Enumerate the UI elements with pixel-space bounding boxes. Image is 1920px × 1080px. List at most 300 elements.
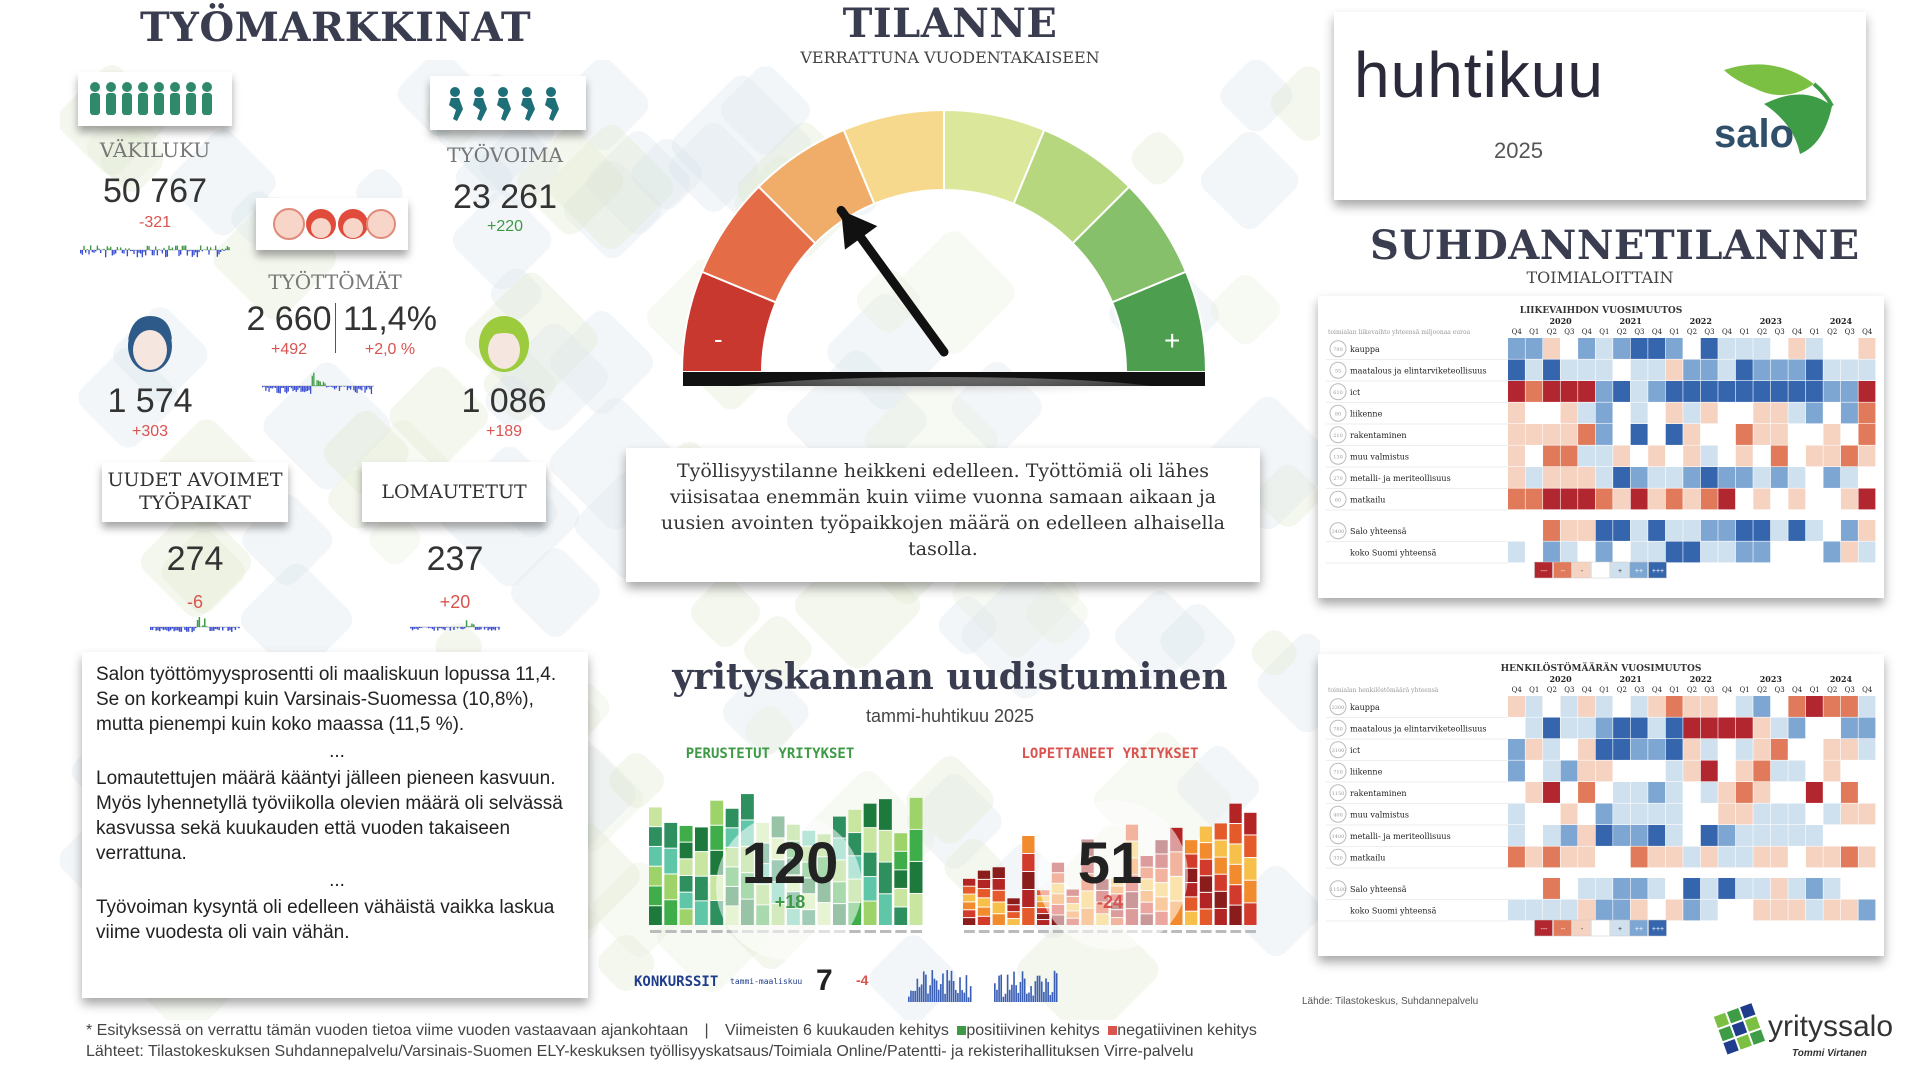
heatmap-cell: [1788, 467, 1805, 488]
heatmap-row-badge-value: 11500: [1330, 886, 1346, 893]
heatmap-cell: [1823, 696, 1840, 717]
heatmap-cell: [1841, 446, 1858, 467]
heatmap-cell: [1736, 489, 1753, 510]
sparkline-bar: [336, 386, 337, 388]
sparkline-bar: [294, 386, 295, 390]
sparkline-bar: [316, 380, 317, 386]
heatmap-cell: [1508, 381, 1525, 402]
sparkline-bar: [469, 626, 471, 627]
sparkline-bar: [170, 249, 171, 250]
heatmap-cell: [1806, 782, 1823, 803]
heatmap-cell: [1701, 446, 1718, 467]
sparkline-bar: [177, 627, 179, 630]
sparkline-bar: [286, 386, 287, 393]
summary-separator: ...: [329, 741, 345, 762]
chart-bar: [1017, 993, 1019, 1002]
heatmap-cell: [1841, 489, 1858, 510]
chart-tick-label: [711, 930, 722, 933]
chart-bar: [934, 979, 936, 1002]
sparkline-bar: [460, 627, 462, 629]
heatmap-row-label: ict: [1350, 387, 1361, 397]
heatmap-cell: [1753, 718, 1770, 739]
sparkline-bar: [441, 627, 443, 628]
sparkline-bar: [193, 627, 195, 631]
heatmap-cell: [1806, 878, 1823, 899]
heatmap-year-label: 2022: [1689, 674, 1712, 684]
heatmap-legend-label: ++: [1634, 926, 1644, 933]
heatmap-cell: [1683, 718, 1700, 739]
heatmap-cell: [1631, 403, 1648, 424]
heatmap-cell: [1578, 878, 1595, 899]
chart-bar-segment: [963, 879, 975, 886]
sparkline-bar: [444, 627, 446, 630]
heatmap-cell: [1858, 761, 1875, 782]
heatmap-cell: [1666, 520, 1683, 541]
sparkline-bar: [120, 247, 121, 250]
heatmap-row-label: matkailu: [1350, 495, 1386, 505]
heatmap-cell: [1788, 542, 1805, 563]
sparkline-bar: [208, 250, 209, 255]
chart-bar-segment: [1215, 841, 1227, 857]
heatmap-cell: [1578, 542, 1595, 563]
heatmap-quarter-label: Q1: [1809, 686, 1820, 694]
heatmap-row-label: rakentaminen: [1350, 430, 1407, 440]
unemployed-change: +492: [270, 341, 308, 358]
sparkline-bar: [154, 627, 156, 628]
chart-bar-segment: [1200, 909, 1212, 925]
sparkline-bar: [150, 250, 151, 251]
heatmap-row-label: muu valmistus: [1350, 810, 1410, 820]
heatmap-cell: [1771, 403, 1788, 424]
heatmap-cell: [1631, 782, 1648, 803]
sparkline-bar: [209, 627, 211, 631]
heatmap-cell: [1613, 467, 1630, 488]
sparkline-bar: [292, 386, 293, 391]
heatmap-cell: [1753, 847, 1770, 868]
heatmap-cell: [1526, 338, 1543, 359]
chart-bar: [1032, 996, 1034, 1002]
population-value: 50 767: [103, 172, 207, 210]
sparkline-bar: [366, 386, 367, 390]
sparkline-bar: [464, 627, 466, 628]
chart-bar-segment: [1244, 858, 1256, 880]
sparkline-bar: [168, 246, 169, 250]
chart-bar: [929, 985, 931, 1002]
sparkline-bar: [177, 246, 178, 250]
bankruptcies-chart-1: [908, 966, 972, 1002]
sparkline-bar: [276, 386, 277, 393]
heatmap-quarter-label: Q1: [1599, 328, 1610, 336]
sparkline-bar: [457, 627, 459, 628]
heatmap-cell: [1736, 542, 1753, 563]
sparkline-bar: [187, 250, 188, 256]
heatmap-cell: [1666, 381, 1683, 402]
heatmap-cell: [1666, 782, 1683, 803]
sparkline-bar: [289, 386, 290, 387]
heatmap-cell: [1631, 900, 1648, 921]
heatmap-cell: [1718, 381, 1735, 402]
sparkline-bar: [344, 386, 345, 387]
heatmap-title: HENKILÖSTÖMÄÄRÄN VUOSIMUUTOS: [1500, 664, 1702, 674]
laid-off-trend-sparkline: [410, 614, 500, 640]
heatmap-cell: [1596, 489, 1613, 510]
heatmap-cell: [1788, 403, 1805, 424]
unemployment-rate-change: +2,0 %: [364, 341, 416, 358]
heatmap-cell: [1666, 696, 1683, 717]
sparkline-bar: [90, 245, 91, 250]
heatmap-year-label: 2021: [1619, 674, 1642, 684]
heatmap-cell: [1806, 761, 1823, 782]
period-year: 2025: [1494, 138, 1543, 163]
heatmap-cell: [1561, 825, 1578, 846]
chart-bar-segment: [993, 879, 1005, 890]
sparkline-bar: [296, 386, 297, 392]
heatmap-row-badge-value: 60: [1334, 497, 1342, 504]
heatmap-cell: [1631, 847, 1648, 868]
chart-bar: [1028, 993, 1030, 1002]
heatmap-cell: [1771, 782, 1788, 803]
heatmap-cell: [1823, 424, 1840, 445]
sparkline-bar: [172, 247, 173, 250]
sparkline-bar: [435, 627, 437, 628]
sparkline-bar: [197, 620, 199, 627]
heatmap-cell: [1543, 489, 1560, 510]
sparkline-bar: [340, 386, 341, 387]
heatmap-legend-label: +++: [1651, 926, 1665, 933]
heatmap-year-label: 2024: [1829, 316, 1853, 326]
heatmap-cell: [1858, 878, 1875, 899]
chart-tick-label: [1245, 930, 1256, 933]
heatmap-row-badge-value: 3100: [1331, 747, 1345, 754]
sparkline-bar: [355, 386, 356, 392]
heatmap-quarter-label: Q1: [1529, 328, 1540, 336]
sparkline-bar: [267, 386, 268, 388]
sparkline-bar: [326, 386, 327, 387]
sparkline-bar: [272, 386, 273, 389]
sparkline-bar: [122, 250, 123, 253]
heatmap-cell: [1823, 761, 1840, 782]
heatmap-row-label: Salo yhteensä: [1350, 526, 1407, 536]
chart-bar: [936, 981, 938, 1002]
sparkline-bar: [200, 245, 201, 250]
heatmap-note: toimialan liikevaihto yhteensä miljoonaa euroa: [1328, 329, 1471, 336]
heatmap-cell: [1753, 696, 1770, 717]
sparkline-bar: [356, 386, 357, 393]
heatmap-cell: [1666, 761, 1683, 782]
chart-bar-segment: [963, 918, 975, 925]
heatmap-row-label: maatalous ja elintarviketeollisuus: [1350, 366, 1487, 376]
heatmap-cell: [1806, 804, 1823, 825]
heatmap-year-label: 2023: [1759, 316, 1782, 326]
chart-bar-segment: [1215, 909, 1227, 925]
bankruptcies-value: 7: [816, 964, 833, 997]
chart-bar-segment: [864, 804, 877, 827]
heatmap-quarter-label: Q1: [1529, 686, 1540, 694]
heatmap-cell: [1596, 696, 1613, 717]
heatmap-cell: [1648, 360, 1665, 381]
period-card: [1334, 12, 1866, 200]
sparkline-bar: [229, 627, 231, 630]
heatmap-cell: [1736, 900, 1753, 921]
chart-bar-segment: [963, 902, 975, 909]
chart-tick-label: [1186, 930, 1197, 933]
sparkline-bar: [168, 627, 170, 631]
heatmap-cell: [1613, 825, 1630, 846]
chart-tick-label: [1023, 930, 1034, 933]
chart-bar: [961, 990, 963, 1002]
heatmap-legend-label: --: [1560, 568, 1566, 575]
chart-bar: [1039, 976, 1041, 1002]
heatmap-row-label: metalli- ja meriteollisuus: [1350, 473, 1451, 483]
heatmap-cell: [1666, 825, 1683, 846]
sparkline-bar: [153, 250, 154, 255]
heatmap-cell: [1578, 381, 1595, 402]
heatmap-legend-swatch: [1592, 562, 1610, 578]
heatmap-cell: [1543, 804, 1560, 825]
heatmap-cell: [1613, 696, 1630, 717]
heatmap-cell: [1701, 804, 1718, 825]
heatmap-cell: [1823, 542, 1840, 563]
sparkline-bar: [113, 250, 114, 255]
chart-bar: [957, 993, 959, 1002]
heatmap-cell: [1753, 489, 1770, 510]
heatmap-cell: [1508, 718, 1525, 739]
heatmap-cell: [1543, 847, 1560, 868]
heatmap-cell: [1648, 878, 1665, 899]
sparkline-bar: [302, 386, 303, 391]
heatmap-cell: [1526, 804, 1543, 825]
heatmap-cell: [1841, 900, 1858, 921]
chart-bar-segment: [1200, 860, 1212, 876]
sparkline-bar: [328, 386, 329, 387]
heatmap-cell: [1701, 878, 1718, 899]
heatmap-cell: [1823, 739, 1840, 760]
chart-bar-segment: [1229, 804, 1241, 823]
heatmap-cell: [1736, 739, 1753, 760]
heatmap-cell: [1701, 782, 1718, 803]
heatmap-quarter-label: Q4: [1581, 686, 1592, 694]
sparkline-bar: [308, 386, 309, 390]
sparkline-bar: [85, 250, 86, 253]
chart-bar-segment: [978, 898, 990, 906]
personnel-heatmap-card: [1318, 654, 1884, 956]
sparkline-bar: [368, 386, 369, 387]
chart-bar-segment: [963, 887, 975, 894]
laid-off-change: +20: [439, 592, 471, 612]
chart-bar-segment: [649, 867, 662, 886]
heatmap-legend-label: ++: [1634, 568, 1644, 575]
sparkline-bar: [218, 250, 219, 254]
heatmap-cell: [1771, 718, 1788, 739]
sparkline-bar: [280, 386, 281, 393]
sparkline-bar: [83, 246, 84, 250]
chart-tick-label: [1171, 930, 1182, 933]
sparkline-bar: [217, 627, 219, 629]
heatmap-cell: [1701, 739, 1718, 760]
heatmap-cell: [1718, 542, 1735, 563]
heatmap-cell: [1858, 696, 1875, 717]
heatmap-cell: [1613, 782, 1630, 803]
heatmap-cell: [1771, 446, 1788, 467]
author-signature: Tommi Virtanen: [1792, 1048, 1867, 1059]
heatmap-cell: [1543, 718, 1560, 739]
heatmap-cell: [1613, 718, 1630, 739]
heatmap-cell: [1841, 381, 1858, 402]
sparkline-bar: [360, 386, 361, 389]
gauge-plus-label: +: [1164, 325, 1181, 356]
heatmap-cell: [1771, 360, 1788, 381]
sparkline-bar: [197, 250, 198, 257]
chart-bar: [1043, 992, 1045, 1002]
heatmap-cell: [1753, 424, 1770, 445]
heatmap-quarter-label: Q3: [1704, 328, 1715, 336]
chart-bar: [919, 987, 921, 1002]
sparkline-bar: [186, 627, 188, 632]
chart-bar-segment: [1244, 881, 1256, 903]
sparkline-bar: [471, 624, 473, 627]
heatmap-cell: [1718, 338, 1735, 359]
heatmap-cell: [1788, 782, 1805, 803]
chart-bar: [953, 981, 955, 1002]
sparkline-bar: [238, 627, 240, 628]
heatmap-cell: [1718, 403, 1735, 424]
heatmap-cell: [1596, 467, 1613, 488]
heatmap-cell: [1543, 467, 1560, 488]
sparkline-bar: [487, 627, 489, 630]
chart-bar: [949, 980, 951, 1002]
sparkline-bar: [305, 386, 306, 391]
heatmap-cell: [1666, 878, 1683, 899]
heatmap-cell: [1578, 403, 1595, 424]
heatmap-cell: [1736, 520, 1753, 541]
sparkline-bar: [158, 249, 159, 250]
heatmap-cell: [1718, 739, 1735, 760]
heatmap-year-label: 2020: [1549, 316, 1572, 326]
sparkline-bar: [165, 250, 166, 257]
sparkline-bar: [432, 627, 434, 629]
heatmap-quarter-label: Q3: [1844, 328, 1855, 336]
sparkline-bar: [433, 627, 435, 631]
heatmap-cell: [1631, 360, 1648, 381]
heatmap-cell: [1806, 739, 1823, 760]
new-jobs-trend-sparkline: [150, 614, 240, 640]
chart-bar-segment: [1244, 813, 1256, 835]
heatmap-cell: [1771, 825, 1788, 846]
sparkline-bar: [421, 627, 423, 628]
chart-bar-segment: [649, 847, 662, 866]
heatmap-cell: [1666, 804, 1683, 825]
chart-bar-segment: [664, 823, 677, 848]
chart-bar: [938, 990, 940, 1002]
sparkline-bar: [228, 247, 229, 250]
chart-bar-segment: [726, 809, 739, 828]
sparkline-bar: [281, 386, 282, 388]
chart-bar: [1024, 979, 1026, 1002]
heatmap-cell: [1508, 489, 1525, 510]
heatmap-quarter-label: Q4: [1511, 328, 1522, 336]
heatmap-cell: [1578, 718, 1595, 739]
heatmap-cell: [1561, 900, 1578, 921]
sparkline-bar: [419, 627, 421, 628]
workforce-value: 23 261: [453, 178, 557, 216]
heatmap-quarter-label: Q1: [1809, 328, 1820, 336]
sparkline-bar: [178, 250, 179, 256]
heatmap-cell: [1631, 542, 1648, 563]
heatmap-cell: [1753, 360, 1770, 381]
bankruptcies-chart-2: [994, 966, 1058, 1002]
heatmap-cell: [1596, 761, 1613, 782]
heatmap-cell: [1788, 804, 1805, 825]
heatmap-cell: [1561, 804, 1578, 825]
population-change: -321: [138, 214, 172, 231]
chart-bar-segment: [1215, 875, 1227, 891]
chart-bar-segment: [848, 810, 861, 832]
chart-bar-segment: [978, 908, 990, 916]
heatmap-quarter-label: Q2: [1686, 328, 1698, 336]
chart-tick-label: [681, 930, 692, 933]
heatmap-cell: [1631, 381, 1648, 402]
chart-bar-segment: [1007, 905, 1019, 911]
chart-bar: [1035, 981, 1037, 1002]
heatmap-quarter-label: Q2: [1827, 686, 1838, 694]
bankruptcies-period: tammi-maaliskuu: [730, 977, 803, 986]
sparkline-bar: [145, 250, 146, 255]
heatmap-cell: [1771, 424, 1788, 445]
heatmap-row-badge-value: 790: [1333, 346, 1343, 353]
heatmap-quarter-label: Q4: [1862, 686, 1873, 694]
heatmap-cell: [1806, 338, 1823, 359]
chart-bar: [1026, 994, 1028, 1002]
heatmap-cell: [1648, 446, 1665, 467]
heatmap-cell: [1543, 403, 1560, 424]
sparkline-bar: [110, 247, 111, 250]
heatmap-cell: [1578, 424, 1595, 445]
chart-bar-segment: [649, 827, 662, 846]
heatmap-cell: [1648, 467, 1665, 488]
heatmap-cell: [1701, 847, 1718, 868]
heatmap-cell: [1578, 446, 1595, 467]
sparkline-bar: [115, 250, 116, 254]
heatmap-cell: [1858, 782, 1875, 803]
heatmap-cell: [1543, 825, 1560, 846]
sparkline-bar: [315, 385, 316, 386]
heatmap-cell: [1858, 520, 1875, 541]
heatmap-cell: [1561, 782, 1578, 803]
heatmap-quarter-label: Q1: [1739, 328, 1750, 336]
heatmap-cell: [1648, 761, 1665, 782]
sparkline-bar: [363, 386, 364, 387]
heatmap-cell: [1683, 804, 1700, 825]
heatmap-cell: [1736, 847, 1753, 868]
heatmap-cell: [1753, 804, 1770, 825]
sparkline-bar: [414, 627, 416, 629]
heatmap-cell: [1648, 489, 1665, 510]
chart-tick-label: [849, 930, 860, 933]
situation-gauge: [680, 90, 1220, 410]
sparkline-bar: [220, 250, 221, 252]
sparkline-bar: [183, 246, 184, 250]
chart-bar-segment: [649, 906, 662, 925]
heatmap-cell: [1526, 718, 1543, 739]
chart-bar-segment: [1007, 919, 1019, 925]
chart-bar: [998, 976, 1000, 1002]
heatmap-cell: [1683, 696, 1700, 717]
heatmap-cell: [1788, 761, 1805, 782]
heatmap-cell: [1561, 878, 1578, 899]
sparkline-bar: [300, 386, 301, 392]
chart-bar: [1041, 982, 1043, 1002]
heatmap-cell: [1736, 696, 1753, 717]
